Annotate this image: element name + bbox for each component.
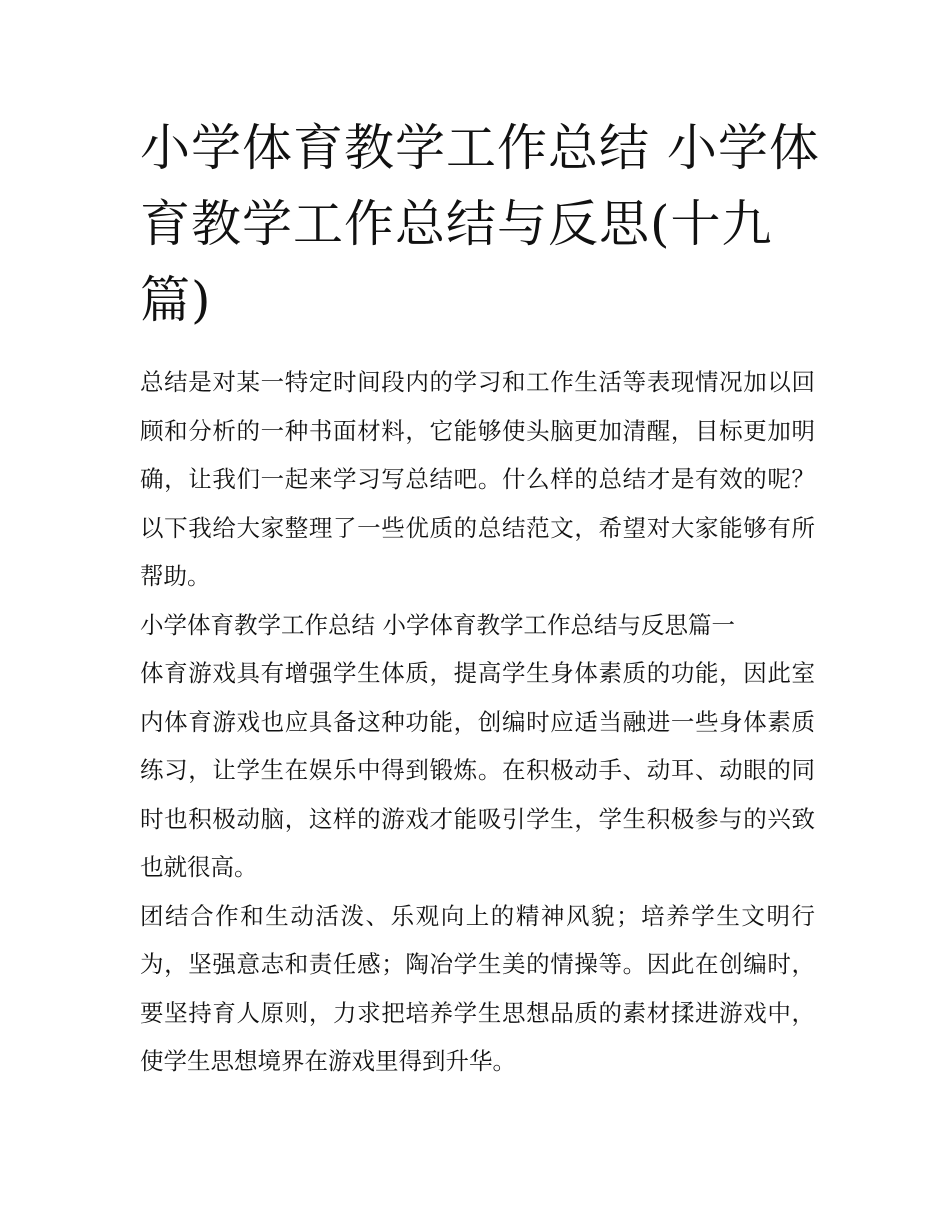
body-paragraph: 团结合作和生动活泼、乐观向上的精神风貌；培养学生文明行为，坚强意志和责任感；陶冶学生美的情操等。因此在创编时，要坚持育人原则，力求把培养学生思想品质的素材揉进游戏中，使学生思想境界在游戏里得到升华。 <box>140 901 815 1075</box>
document-body <box>140 358 815 1086</box>
body-paragraph: 体育游戏具有增强学生体质，提高学生身体素质的功能，因此室内体育游戏也应具备这种功能，创编时应适当融进一些身体素质练习，让学生在娱乐中得到锻炼。在积极动手、动耳、动眼的同时也积极动脑，这样的游戏才能吸引学生，学生积极参与的兴致也就很高。 <box>140 659 815 881</box>
document-title: 小学体育教学工作总结 小学体育教学工作总结与反思(十九篇) <box>140 119 820 329</box>
section-heading: 小学体育教学工作总结 小学体育教学工作总结与反思篇一 <box>140 610 735 639</box>
intro-paragraph: 总结是对某一特定时间段内的学习和工作生活等表现情况加以回顾和分析的一种书面材料，它能够使头脑更加清醒，目标更加明确，让我们一起来学习写总结吧。什么样的总结才是有效的呢？以下我给大家整理了一些优质的总结范文，希望对大家能够有所帮助。 <box>140 368 815 590</box>
